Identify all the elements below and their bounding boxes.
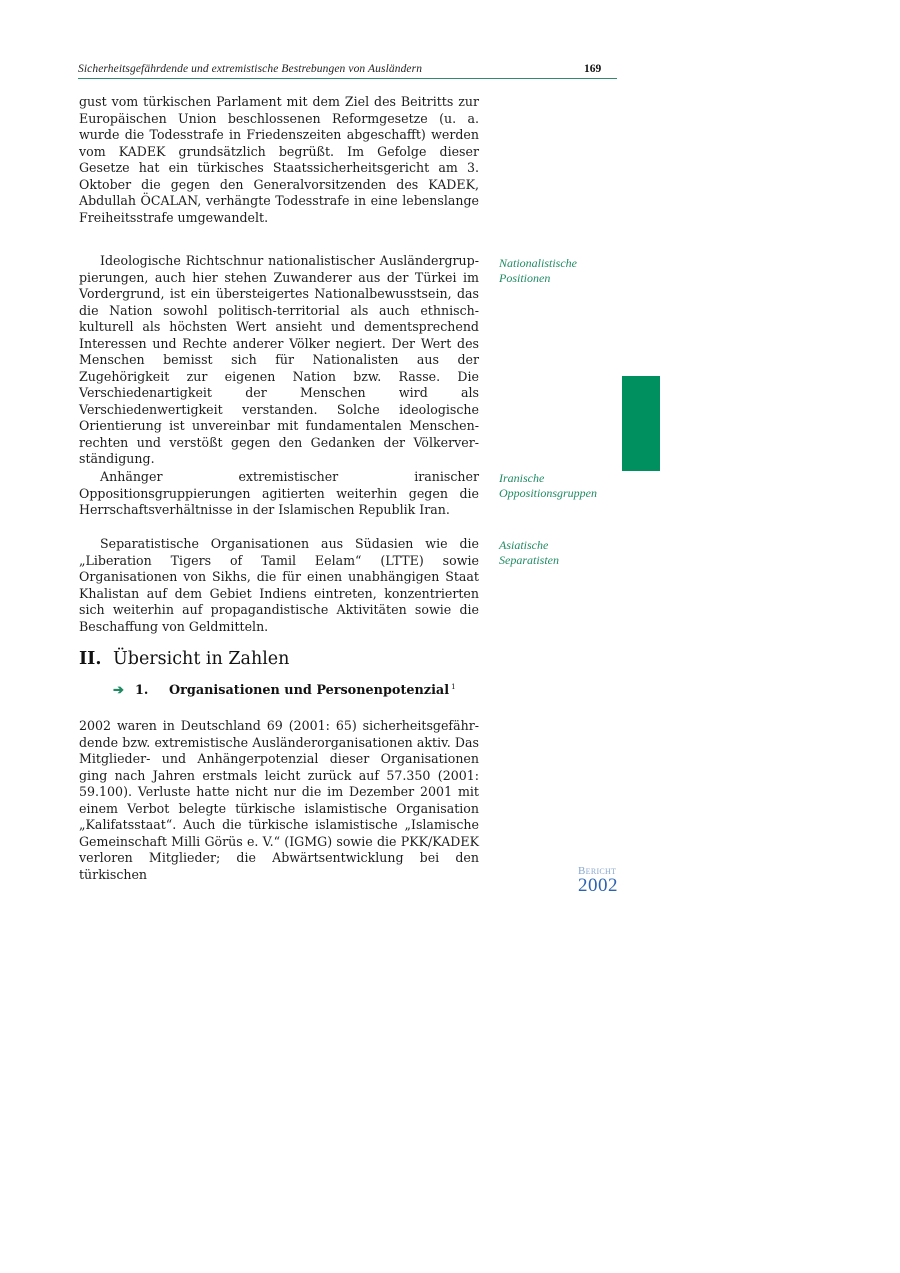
header-title: Sicherheitsgefährdende und extremistische Bestrebungen von Ausländern xyxy=(78,63,423,75)
footnote-reference: 1 xyxy=(451,683,456,691)
margin-note-line: Asiatische xyxy=(499,538,549,552)
margin-note-line: Nationalistische xyxy=(499,256,577,270)
margin-note-line: Positionen xyxy=(499,271,551,285)
page-number: 169 xyxy=(584,63,602,75)
paragraph-organisation-statistics: 2002 waren in Deutschland 69 (2001: 65) sicherheitsgefährdende bzw. extremistische Ausländerorganisationen aktiv. Das Mitglieder- und Anhängerpotenzial dieser Organisationen ging nach Jahren erstmals leicht zurück auf 57.350 (2001: 59.100). Verluste hatte nicht nur die im Dezember 2001 mit einem Verbot belegte türkische islamistische Organisation „Kalifatsstaat“. Auch die türkische islamistische „Islamische Gemeinschaft Milli Görüs e. V.“ (IGMG) sowie die PKK/KADEK verloren Mitglieder; die Abwärtsentwicklung bei den türkischen xyxy=(79,718,479,882)
paragraph-asian-separatists: Separatistische Organisationen aus Südasien wie die „Liberation Tigers of Tamil Eelam“ (LTTE) sowie Organisationen von Sikhs, die für einen unabhängigen Staat Khalistan auf dem Gebiet Indiens eintreten, konzentrierten sich weiterhin auf propagandistische Aktivitäten sowie die Beschaffung von Geldmitteln. xyxy=(79,536,479,634)
logo-word: Bericht xyxy=(578,865,617,877)
margin-note-nationalistische-positionen xyxy=(499,256,629,286)
chapter-tab-marker xyxy=(622,376,660,471)
paragraph-nationalist-ideology: Ideologische Richtschnur nationalistischer Ausländergruppierungen, auch hier stehen Zuwanderer aus der Türkei im Vordergrund, ist ein übersteigertes Nationalbewusstsein, das die Nation sowohl politisch-territorial als auch ethnisch-kulturell als höchsten Wert ansieht und dementsprechend Interessen und Rechte anderer Völker negiert. Der Wert des Menschen bemisst sich für Nationalisten aus der Zugehörigkeit zur eigenen Nation bzw. Rasse. Die Verschiedenartigkeit der Menschen wird als Verschiedenwertigkeit verstanden. Solche ideologische Orientierung ist unvereinbar mit fundamentalen Menschenrechten und verstößt gegen den Gedanken der Völkerverständigung. xyxy=(79,253,479,466)
paragraph-iranian-opposition: Anhänger extremistischer iranischer Oppositionsgruppierungen agitierten weiterhin gegen die Herrschaftsverhältnisse in der Islamischen Republik Iran. xyxy=(79,469,479,517)
margin-note-line: Iranische xyxy=(499,471,545,485)
margin-note-asiatische-separatisten xyxy=(499,538,629,568)
running-header xyxy=(78,62,617,79)
section-number: II. xyxy=(79,649,102,669)
margin-note-line: Oppositionsgruppen xyxy=(499,486,598,500)
margin-note-line: Separatisten xyxy=(499,553,559,567)
subsection-number: 1. xyxy=(135,683,149,698)
section-heading xyxy=(79,649,289,669)
section-title: Übersicht in Zahlen xyxy=(113,649,290,669)
subsection-title: Organisationen und Personenpotenzial xyxy=(169,683,450,698)
paragraph-kadek-reforms: gust vom türkischen Parlament mit dem Ziel des Beitritts zur Europäischen Union beschlossenen Reformgesetze (u. a. wurde die Todesstrafe in Friedenszeiten abgeschafft) werden vom KADEK grundsätzlich begrüßt. Im Gefolge dieser Gesetze hat ein türkisches Staatssicherheitsgericht am 3. Oktober die gegen den Generalvorsitzenden des KADEK, Abdullah ÖCALAN, verhängte Todesstrafe in eine lebenslange Freiheitsstrafe umgewandelt. xyxy=(79,94,479,225)
bericht-2002-logo xyxy=(578,866,638,894)
arrow-right-icon: ➔ xyxy=(113,683,124,698)
logo-year: 2002 xyxy=(578,875,618,896)
subsection-heading xyxy=(113,683,456,698)
margin-note-iranische-oppositionsgruppen xyxy=(499,471,629,501)
